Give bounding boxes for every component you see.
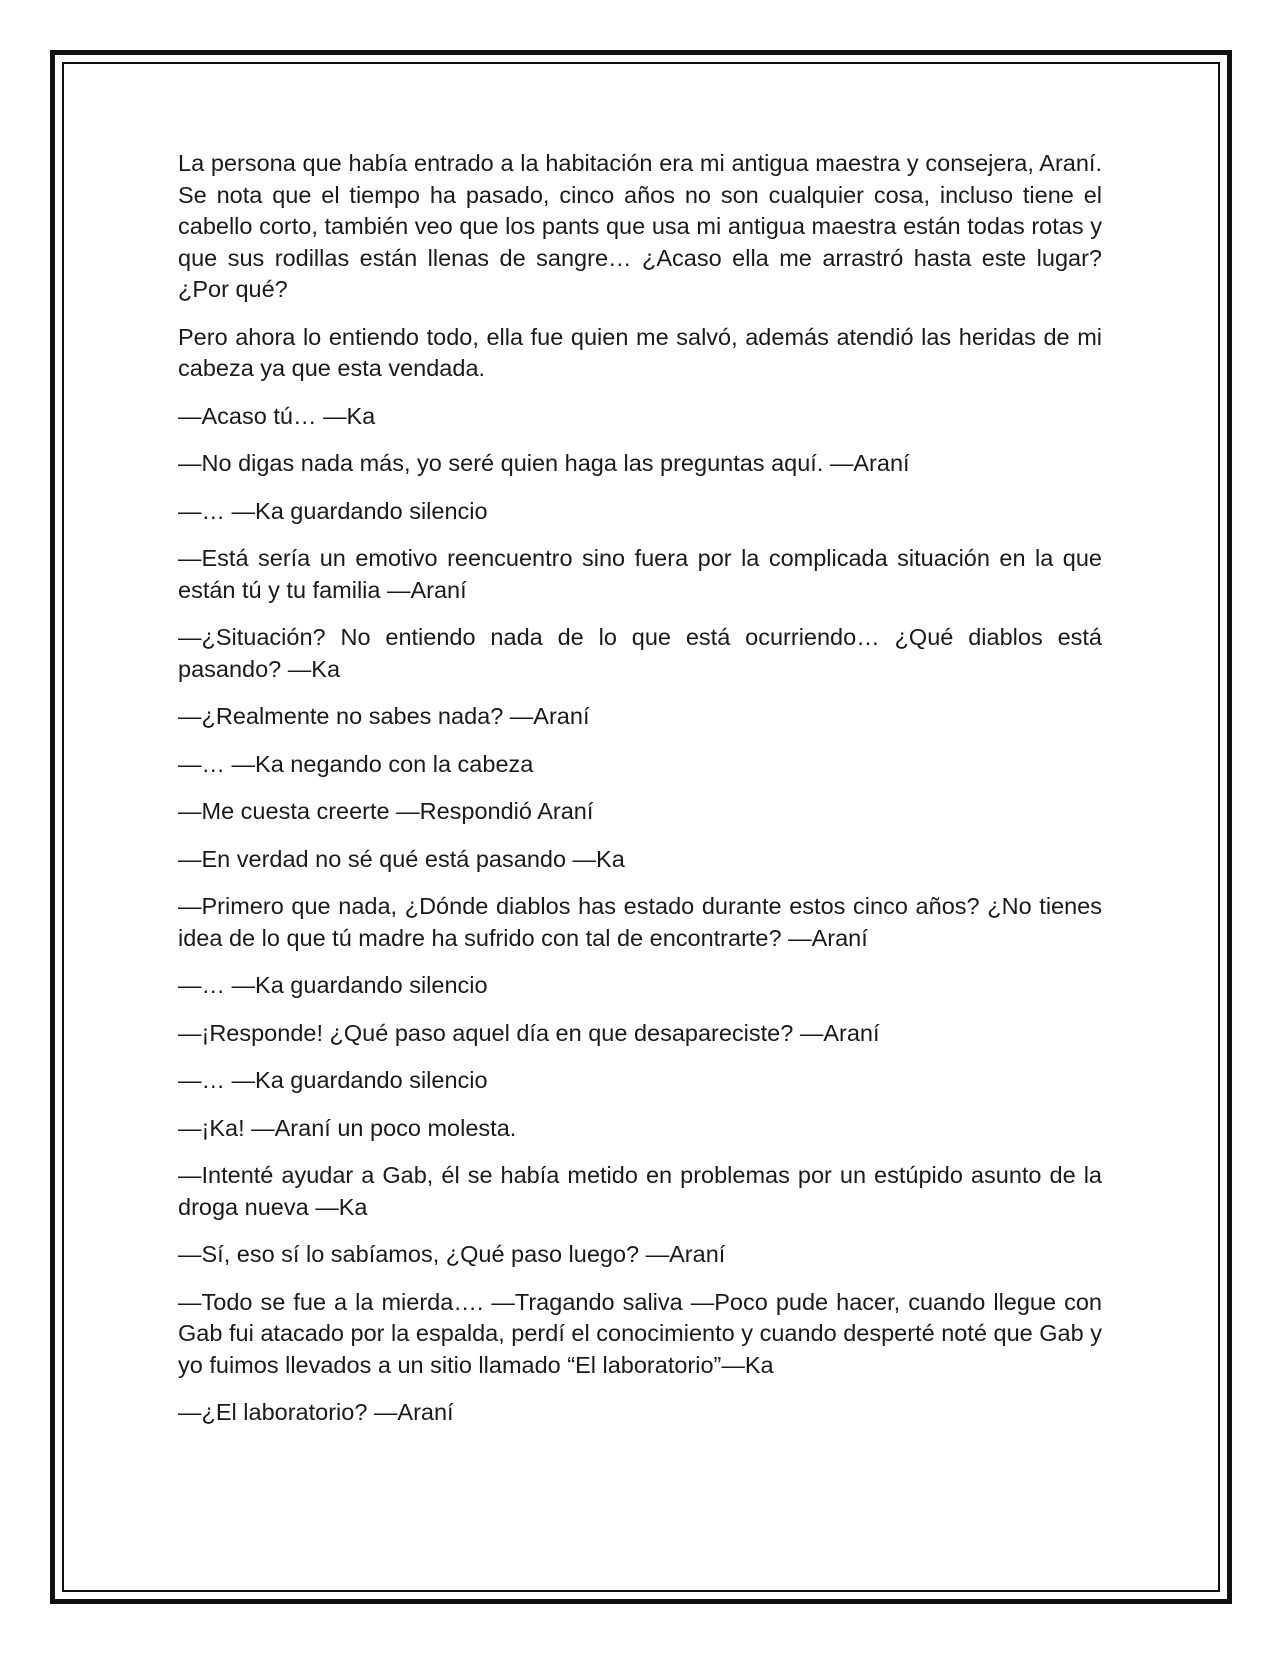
dialogue-line: —Acaso tú… —Ka xyxy=(178,402,376,429)
dialogue-line: —Primero que nada, ¿Dónde diablos has estado durante estos cinco años? ¿No tienes idea de lo que tú madre ha sufrido con tal de encontrarte? —Araní xyxy=(178,893,1102,951)
dialogue-line: —En verdad no sé qué está pasando —Ka xyxy=(178,845,625,872)
dialogue-line: —¡Ka! —Araní un poco molesta. xyxy=(178,1114,517,1141)
paragraph: Pero ahora lo entiendo todo, ella fue quien me salvó, además atendió las heridas de mi cabeza ya que esta vendada. xyxy=(178,323,1102,381)
dialogue-line: —¿El laboratorio? —Araní xyxy=(178,1399,454,1425)
dialogue-line: —… —Ka guardando silencio xyxy=(178,972,488,998)
dialogue-line: —No digas nada más, yo seré quien haga las preguntas aquí. —Araní xyxy=(178,450,910,476)
dialogue-line: —… —Ka guardando silencio xyxy=(178,1067,488,1093)
dialogue-line: —Sí, eso sí lo sabíamos, ¿Qué paso luego? —Araní xyxy=(178,1241,726,1267)
dialogue-line: —Me cuesta creerte —Respondió Araní xyxy=(178,798,594,824)
paragraph: La persona que había entrado a la habitación era mi antigua maestra y consejera, Araní. Se nota que el tiempo ha pasado, cinco años no son cualquier cosa, incluso tiene el cabello corto, también veo que los pants que usa mi antigua maestra están todas rotas y que sus rodillas están llenas de sangre… ¿Acaso ella me arrastró hasta este lugar? ¿Por qué? xyxy=(178,150,1102,302)
dialogue-line: —¡Responde! ¿Qué paso aquel día en que desapareciste? —Araní xyxy=(178,1019,880,1046)
dialogue-line: —¿Situación? No entiendo nada de lo que está ocurriendo… ¿Qué diablos está pasando? —Ka xyxy=(178,624,1102,682)
dialogue-line: —Está sería un emotivo reencuentro sino fuera por la complicada situación en la que están tú y tu familia —Araní xyxy=(178,545,1102,603)
dialogue-line: —… —Ka negando con la cabeza xyxy=(178,750,534,777)
dialogue-line: —… —Ka guardando silencio xyxy=(178,497,488,524)
dialogue-line: —¿Realmente no sabes nada? —Araní xyxy=(178,703,590,729)
dialogue-line: —Intenté ayudar a Gab, él se había metido en problemas por un estúpido asunto de la droga nueva —Ka xyxy=(178,1162,1102,1220)
dialogue-line: —Todo se fue a la mierda…. —Tragando saliva —Poco pude hacer, cuando llegue con Gab fui atacado por la espalda, perdí el conocimiento y cuando desperté noté que Gab y yo fuimos llevados a un sitio llamado “El laboratorio”—Ka xyxy=(178,1288,1102,1378)
document-body xyxy=(178,148,1102,1445)
